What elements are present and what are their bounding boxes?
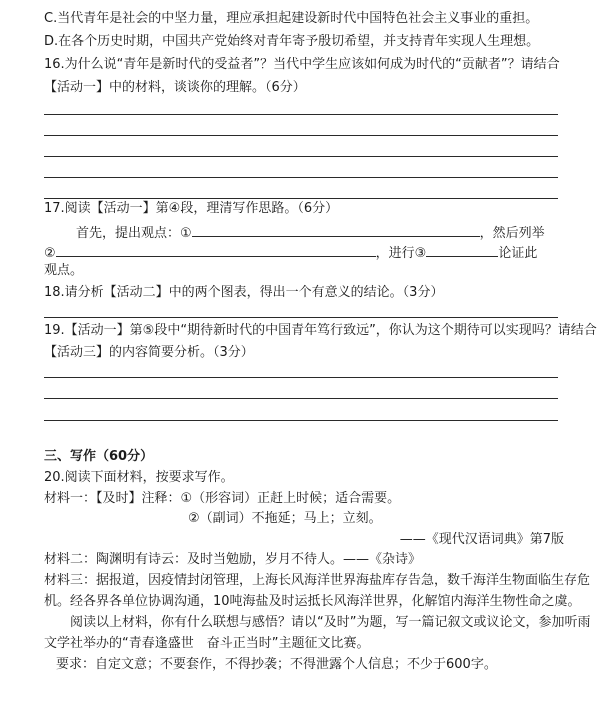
q17-circle2-label: ② [44, 246, 56, 261]
q17-end: 观点。 [44, 263, 84, 278]
q16-answer-line-2[interactable] [44, 135, 558, 136]
material2: 材料二：陶渊明有诗云：及时当勉励，岁月不待人。——《杂诗》 [44, 552, 422, 567]
writing-requirements: 要求：自定文意；不要套作，不得抄袭；不得泄露个人信息；不少于600字。 [56, 657, 497, 672]
q17-blank-1[interactable] [192, 222, 480, 237]
material3-line1: 材料三：据报道，因疫情封闭管理，上海长风海洋世界海盐库存告急，数千海洋生物面临生存危 [44, 573, 591, 588]
q17-blank-2[interactable] [56, 242, 376, 257]
material3-line2: 机。经各界各单位协调沟通，10吨海盐及时运抵长风海洋世界，化解馆内海洋生物性命之虞。 [44, 594, 581, 609]
q17-fill-line2 [44, 242, 537, 263]
material1-line2: ②（副词）不拖延；马上；立刻。 [188, 511, 382, 526]
q19-answer-line-1[interactable] [44, 377, 558, 378]
material1-source: ——《现代汉语词典》第7版 [399, 532, 564, 547]
q17-prompt: 17.阅读【活动一】第④段，理清写作思路。（6分） [44, 201, 339, 216]
q18-answer-line[interactable] [44, 317, 558, 318]
q18-prompt: 18.请分析【活动二】中的两个图表，得出一个有意义的结论。（3分） [44, 285, 444, 300]
material1-line1: 材料一：【及时】注释：①（形容词）正赶上时候；适合需要。 [44, 491, 401, 506]
writing-prompt-line1: 阅读以上材料，你有什么联想与感悟？请以“及时”为题，写一篇记叙文或议论文，参加听雨 [70, 615, 591, 630]
q17-proof-label: 论证此 [498, 246, 538, 261]
q16-answer-line-4[interactable] [44, 177, 558, 178]
writing-prompt-line2: 文学社举办的“青春逢盛世 奋斗正当时”主题征文比赛。 [44, 636, 370, 651]
q16-prompt-line2: 【活动一】中的材料，谈谈你的理解。（6分） [44, 80, 306, 95]
q20-prompt: 20.阅读下面材料，按要求写作。 [44, 470, 234, 485]
q16-answer-line-3[interactable] [44, 156, 558, 157]
q17-blank-3[interactable] [426, 242, 498, 257]
q17-proceed-label: ，进行③ [375, 246, 427, 261]
q19-prompt-line2: 【活动三】的内容简要分析。（3分） [44, 345, 254, 360]
option-c: C.当代青年是社会的中坚力量，理应承担起建设新时代中国特色社会主义事业的重担。 [44, 11, 539, 26]
q19-answer-line-2[interactable] [44, 398, 558, 399]
q19-prompt-line1: 19.【活动一】第⑤段中“期待新时代的中国青年笃行致远”，你认为这个期待可以实现吗？请结合 [44, 323, 597, 338]
q17-fill-line1 [76, 222, 545, 243]
q16-answer-line-5[interactable] [44, 198, 558, 199]
q17-then-label: ，然后列举 [479, 226, 545, 241]
q19-answer-line-3[interactable] [44, 420, 558, 421]
section-title: 三、写作（60分） [44, 449, 154, 464]
q17-first-label: 首先，提出观点：① [76, 226, 192, 241]
option-d: D.在各个历史时期，中国共产党始终对青年寄予殷切希望，并支持青年实现人生理想。 [44, 34, 540, 49]
q16-answer-line-1[interactable] [44, 114, 558, 115]
q16-prompt-line1: 16.为什么说“青年是新时代的受益者”？当代中学生应该如何成为时代的“贡献者”？请结合 [44, 57, 560, 72]
